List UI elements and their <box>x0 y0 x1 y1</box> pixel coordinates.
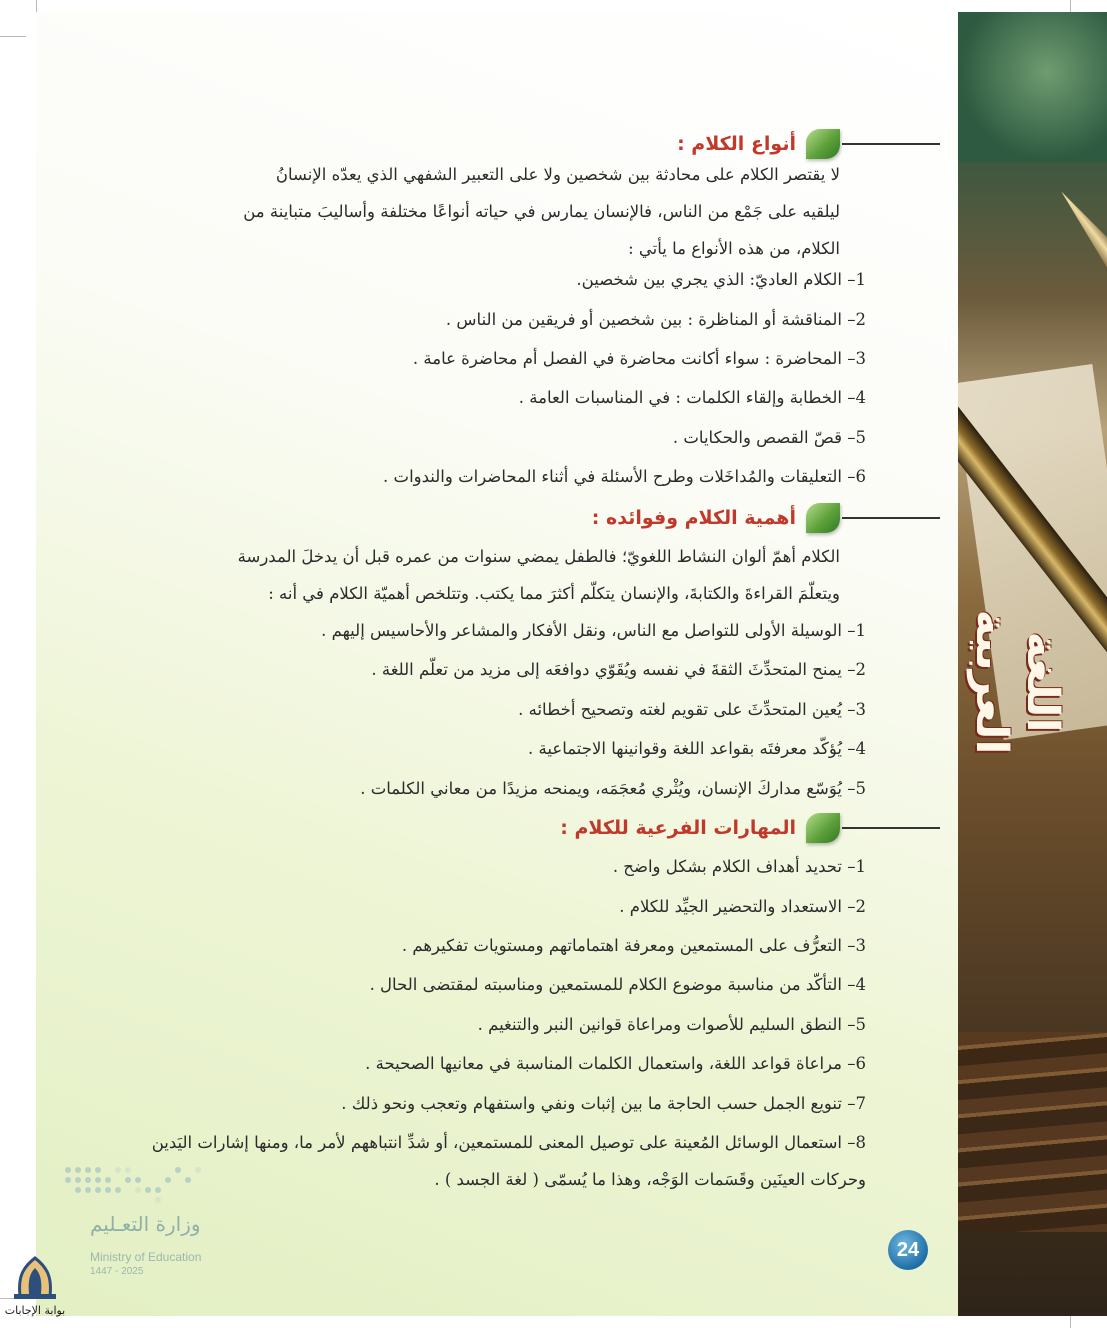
list-item: 1– الكلام العاديّ: الذي يجري بين شخصين. <box>576 270 866 289</box>
section-heading-importance <box>592 498 840 538</box>
ornament-panel <box>958 12 1107 162</box>
leaf-icon <box>806 129 840 159</box>
list-item: 4– يُؤكّد معرفتَه بقواعد اللغة وقوانينها الاجتماعية . <box>528 739 866 758</box>
list-item: 5– يُوَسّع مداركَ الإنسان، ويُثْري مُعجَمَه، ويمنحه مزيدًا من معاني الكلمات . <box>360 779 866 798</box>
list-item: 2– يمنح المتحدِّثَ الثقةَ في نفسه ويُقَوّي دوافعَه إلى مزيد من تعلّم اللغة . <box>371 660 866 679</box>
list-item: 4– التأكّد من مناسبة موضوع الكلام للمستمعين ومناسبته لمقتضى الحال . <box>369 975 866 994</box>
list-item: 1– تحديد أهداف الكلام بشكل واضح . <box>612 857 866 876</box>
intro-paragraph <box>150 538 840 612</box>
watermark-text: بوابة الإجابات <box>4 1304 66 1317</box>
books-image <box>958 1032 1107 1232</box>
list-item: 2– المناقشة أو المناظرة : بين شخصين أو فريقين من الناس . <box>445 310 866 329</box>
subject-title: اللغة العربية <box>966 609 1068 755</box>
site-watermark <box>0 1252 70 1328</box>
section-heading-skills <box>560 808 840 848</box>
intro-line: لا يقتصر الكلام على محادثة بين شخصين ولا على التعبير الشفهي الذي يعدّه الإنسانُ <box>275 165 840 184</box>
list-item: 3– المحاضرة : سواء أكانت محاضرة في الفصل أم محاضرة عامة . <box>412 349 866 368</box>
list-item: 5– قصّ القصص والحكايات . <box>672 428 866 447</box>
leaf-icon <box>806 503 840 533</box>
list-item: 5– النطق السليم للأصوات ومراعاة قوانين النبر والتنغيم . <box>477 1015 866 1034</box>
list-item: 8– استعمال الوسائل المُعينة على توصيل المعنى للمستمعين، أو شدِّ انتباههم لأمر ما، ومنها إشارات اليَدين وحركات العينَين وقَسَمات الوَجْه، وهذا ما يُسمّى ( لغة الجسد ) . <box>151 1133 866 1189</box>
intro-line: الكلام، من هذه الأنواع ما يأتي : <box>628 239 840 258</box>
decorative-side-strip <box>958 12 1107 1316</box>
heading-text: المهارات الفرعية للكلام : <box>560 817 796 839</box>
intro-paragraph <box>150 156 840 267</box>
leaf-icon <box>806 813 840 843</box>
page-content <box>36 12 958 1316</box>
heading-rule <box>842 517 940 519</box>
intro-line: الكلام أهمّ ألوان النشاط اللغويّ؛ فالطفل يمضي سنوات من عمره قبل أن يدخلَ المدرسة <box>237 547 840 566</box>
heading-rule <box>842 143 940 145</box>
intro-line: ويتعلّمَ القراءةَ والكتابةَ، والإنسان يتكلّم أكثرَ مما يكتب. وتتلخص أهميّة الكلام في أنه : <box>268 584 840 603</box>
list-item: 3– يُعين المتحدِّثَ على تقويم لغته وتصحيح أخطائه . <box>518 700 866 719</box>
list-item: 4– الخطابة وإلقاء الكلمات : في المناسبات العامة . <box>518 388 866 407</box>
list-item: 7– تنويع الجمل حسب الحاجة ما بين إثبات ونفي واستفهام وتعجب ونحو ذلك . <box>341 1094 866 1113</box>
ministry-dots-icon <box>62 1160 232 1204</box>
ministry-name-arabic: وزارة التعـليم <box>90 1212 201 1236</box>
ministry-name-english: Ministry of Education <box>90 1250 202 1264</box>
list-item: 6– مراعاة قواعد اللغة، واستعمال الكلمات المناسبة في معانيها الصحيحة . <box>365 1054 866 1073</box>
list-item: 2– الاستعداد والتحضير الجيِّد للكلام . <box>619 897 866 916</box>
heading-text: أنواع الكلام : <box>677 133 796 155</box>
list-item: 3– التعرُّف على المستمعين ومعرفة اهتماماتهم ومستويات تفكيرهم . <box>401 936 866 955</box>
ministry-logo <box>62 1160 252 1280</box>
pen-nib-icon <box>1053 185 1107 269</box>
intro-line: ليلقيه على جَمْع من الناس، فالإنسان يمارس في حياته أنواعًا مختلفة وأساليبَ متباينة من <box>243 202 840 221</box>
list-item: 6– التعليقات والمُداخَلات وطرح الأسئلة في أثناء المحاضرات والندوات . <box>383 467 866 486</box>
crop-mark <box>0 36 26 37</box>
heading-rule <box>842 827 940 829</box>
page-number-badge: 24 <box>888 1230 928 1270</box>
mosque-icon <box>0 1252 70 1302</box>
heading-text: أهمية الكلام وفوائده : <box>591 507 796 529</box>
textbook-page <box>36 12 958 1316</box>
list-item: 1– الوسيلة الأولى للتواصل مع الناس، ونقل الأفكار والمشاعر والأحاسيس إليهم . <box>321 621 866 640</box>
ministry-year: 2025 - 1447 <box>90 1266 144 1277</box>
